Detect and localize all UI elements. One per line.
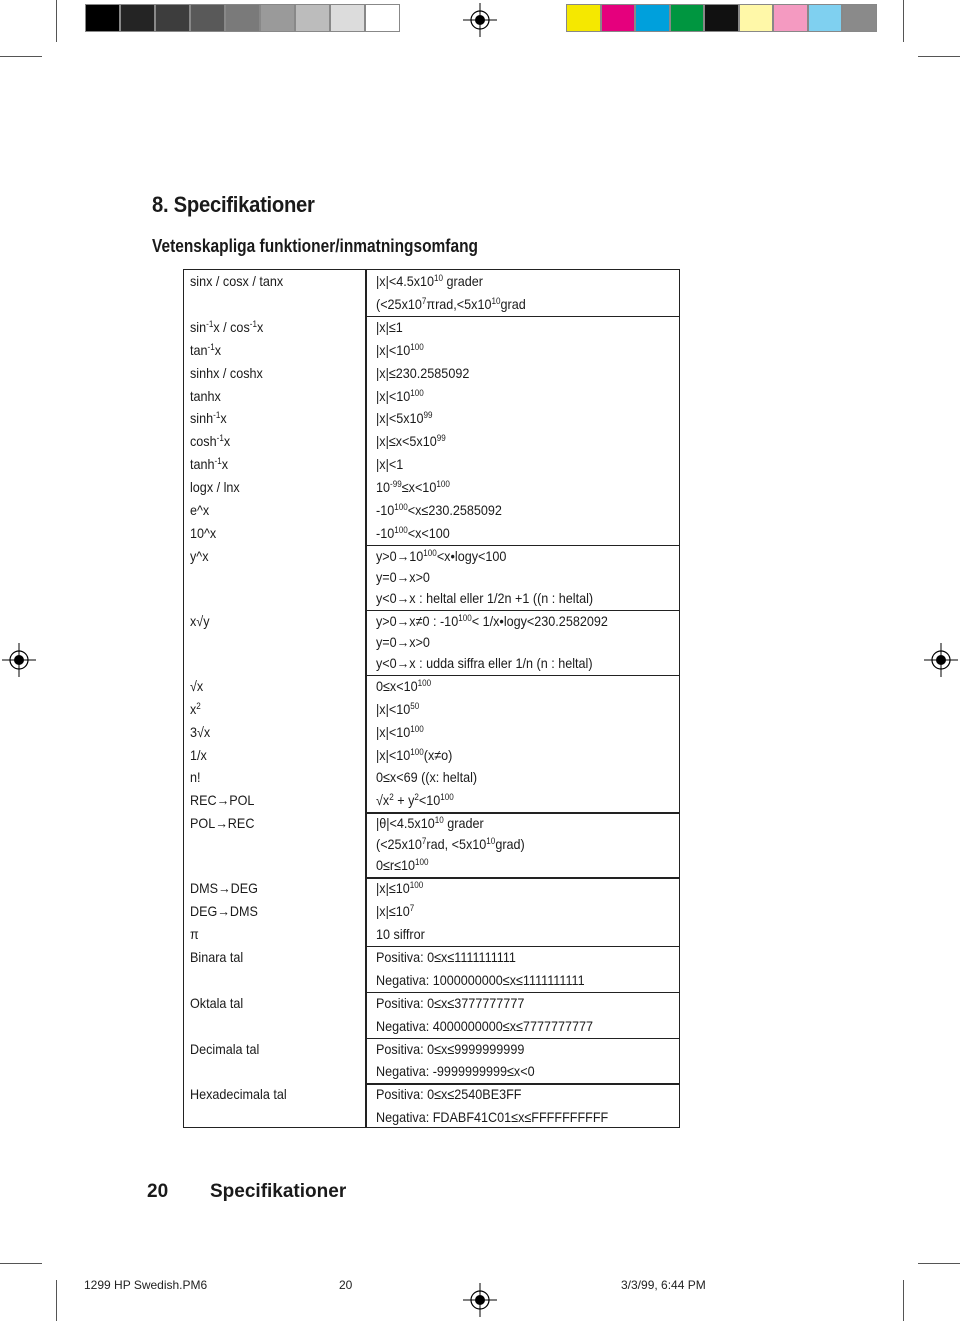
spec-range: $y>0\to 10^{100}<x•\log y<100$ (376, 547, 507, 564)
color-swatch (295, 4, 330, 32)
spec-range: $|x|\le x<5x10^{99}$ (376, 433, 446, 450)
color-swatch (704, 4, 739, 32)
crop-mark (56, 0, 57, 42)
spec-range: y>0→x≠0 : $-10^{100}<$ 1/x•logy<230.2582092 (376, 612, 608, 629)
crop-mark (918, 1263, 960, 1264)
spec-function: $\sinh^{-1}x$ (190, 410, 227, 427)
color-swatch (842, 4, 877, 32)
spec-range: $|x|<10^{100}$ (376, 387, 424, 404)
spec-range: Negativa: FDABF41C01≤x≤FFFFFFFFFF (376, 1109, 609, 1126)
spec-function: n! (190, 769, 201, 786)
spec-range: Positiva: 0≤x≤2540BE3FF (376, 1086, 522, 1103)
spec-range: y=0→x>0 (376, 633, 430, 650)
spec-function: $\tan^{-1}x$ (190, 341, 222, 358)
spec-range: |x|≤230.2585092 (376, 364, 470, 381)
spec-range: $0\le r\le 10^{100}$ (376, 857, 429, 874)
spec-function: √x (190, 677, 204, 694)
registration-mark-icon (463, 3, 497, 37)
color-swatch (601, 4, 636, 32)
spec-range: $10^{-99}\le x<10^{100}$ (376, 479, 450, 496)
color-swatch (365, 4, 400, 32)
spec-range: Negativa: -9999999999≤x<0 (376, 1063, 535, 1080)
registration-mark-icon (2, 643, 36, 677)
crop-mark (0, 56, 42, 57)
spec-function: Oktala tal (190, 994, 244, 1011)
spec-range: y=0→x>0 (376, 568, 430, 585)
spec-function: 10^x (190, 524, 217, 541)
spec-range: $√x^2 + y^2<10^{100}$ (376, 792, 454, 809)
spec-function: REC→POL (190, 792, 255, 809)
color-swatch (566, 4, 601, 32)
spec-range: ($<25x10^7rad$, $<5x10^{10}grad$) (376, 836, 525, 853)
spec-range: $|x|\le 10^7$ (376, 903, 415, 920)
slug-date: 3/3/99, 6:44 PM (621, 1278, 706, 1292)
spec-function: x√y (190, 612, 210, 629)
spec-function: POL→REC (190, 815, 255, 832)
color-swatch (225, 4, 260, 32)
spec-function: Binara tal (190, 948, 244, 965)
spec-range: $-10^{100}<x\le 230.2585092$ (376, 502, 502, 518)
spec-range: Negativa: 1000000000≤x≤1111111111 (376, 971, 585, 988)
spec-function: Hexadecimala tal (190, 1086, 287, 1103)
registration-mark-icon (463, 1283, 497, 1317)
color-swatch (670, 4, 705, 32)
spec-range: 10 siffror (376, 926, 425, 942)
color-swatch (635, 4, 670, 32)
spec-function: 3√x (190, 723, 211, 740)
color-swatch (190, 4, 225, 32)
spec-range: y<0→x : udda siffra eller 1/n (n : heltal) (376, 654, 593, 671)
color-swatch (330, 4, 365, 32)
spec-function: $\tanh^{-1}x$ (190, 456, 229, 473)
spec-function: Decimala tal (190, 1040, 260, 1057)
row-divider (365, 316, 679, 318)
spec-function: $\cosh^{-1}x$ (190, 433, 231, 450)
color-swatch (739, 4, 774, 32)
spec-range: Negativa: 4000000000≤x≤7777777777 (376, 1017, 594, 1034)
crop-mark (903, 0, 904, 42)
spec-function: $x^2$ (190, 700, 201, 717)
spec-function: $\sin^{-1}x / \cos^{-1}x$ (190, 318, 264, 335)
spec-range: y<0→x : heltal eller 1/2n +1 ((n : heltal) (376, 589, 594, 606)
color-swatch (808, 4, 843, 32)
spec-function: sinhx / coshx (190, 364, 263, 381)
crop-mark (903, 1280, 904, 1321)
color-swatch (155, 4, 190, 32)
spec-function: DMS→DEG (190, 880, 258, 897)
color-swatch (773, 4, 808, 32)
slug-page: 20 (339, 1278, 353, 1292)
footer-title: Specifikationer (210, 1181, 347, 1202)
column-divider (365, 270, 367, 1127)
spec-range: $|x|<10^{100}$ (376, 341, 424, 358)
spec-table (183, 269, 680, 1128)
spec-range: $0\le x<10^{100}$ (376, 677, 432, 694)
spec-range: $|x|<10^{100}(x\ne o)$ (376, 746, 453, 763)
spec-range: 0≤x<69 ((x: heltal) (376, 769, 478, 786)
spec-range: Positiva: 0≤x≤9999999999 (376, 1040, 525, 1057)
spec-range: Positiva: 0≤x≤1111111111 (376, 948, 516, 965)
section-title: 8. Specifikationer (152, 192, 315, 217)
spec-function: sinx / cosx / tanx (190, 273, 284, 289)
color-swatch (85, 4, 120, 32)
spec-function: e^x (190, 502, 210, 518)
registration-mark-icon (924, 643, 958, 677)
spec-range: $|x|<10^{100}$ (376, 723, 424, 740)
section-subtitle: Vetenskapliga funktioner/inmatningsomfang (152, 236, 478, 256)
spec-function: π (190, 926, 199, 942)
spec-range: $|x|\le 10^{100}$ (376, 880, 424, 897)
color-swatch (120, 4, 155, 32)
spec-function: logx / lnx (190, 479, 240, 496)
page-number: 20 (147, 1181, 169, 1202)
spec-range: $|x|<4.5x10^{10}$ grader (376, 273, 483, 289)
spec-function: 1/x (190, 746, 207, 763)
spec-function: tanhx (190, 387, 221, 404)
spec-function: DEG→DMS (190, 903, 258, 920)
spec-range: ($<25x10^7\pi rad,<5x10^{10}grad$ (376, 295, 526, 312)
spec-range: $|\theta|<4.5x10^{10}$ grader (376, 815, 484, 832)
crop-mark (918, 56, 960, 57)
spec-range: Positiva: 0≤x≤3777777777 (376, 994, 525, 1011)
crop-mark (0, 1263, 42, 1264)
crop-mark (56, 1280, 57, 1321)
spec-range: $|x|<10^{50}$ (376, 700, 420, 717)
spec-range: |x|≤1 (376, 318, 403, 335)
spec-range: $-10^{100}<x<100$ (376, 524, 450, 541)
spec-range: $|x|<5x10^{99}$ (376, 410, 433, 427)
spec-function: y^x (190, 547, 209, 564)
spec-range: |x|<1 (376, 456, 404, 473)
color-swatch (260, 4, 295, 32)
slug-file: 1299 HP Swedish.PM6 (84, 1278, 208, 1292)
